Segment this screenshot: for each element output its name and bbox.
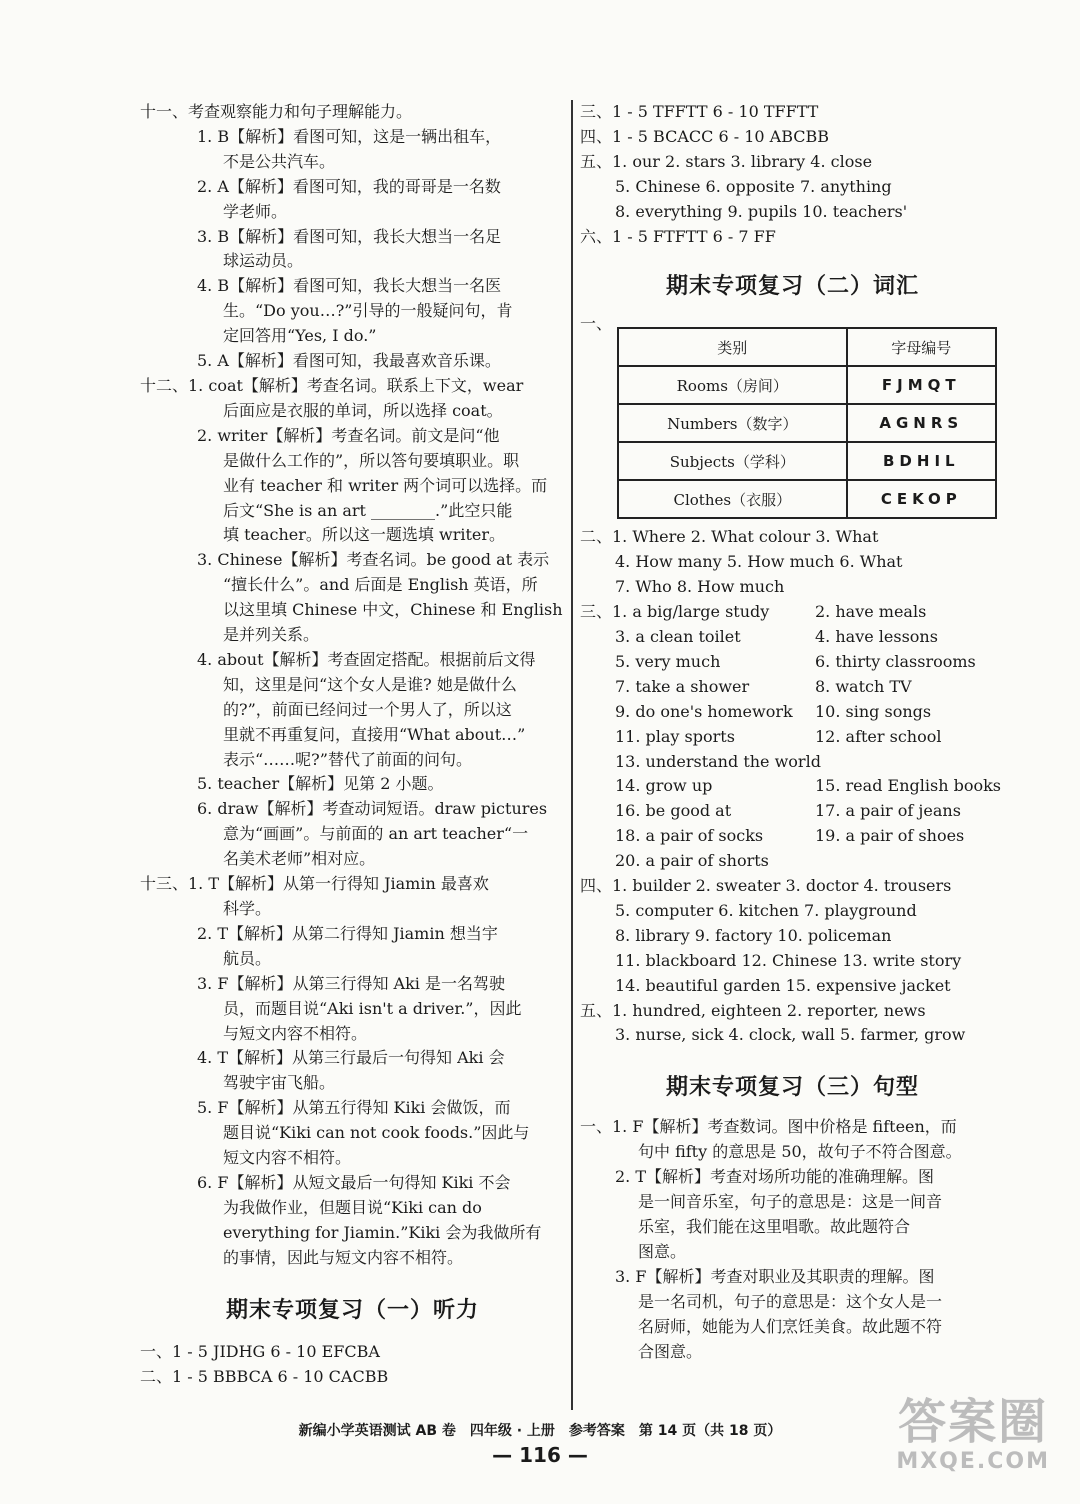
answer-line: everything for Jiamin.”Kiki 会为我做所有 [223, 1222, 542, 1242]
answer-item: 6. thirty classrooms [815, 651, 976, 671]
answer-line: 4. about【解析】考查固定搭配。根据前后文得 [197, 649, 536, 669]
answer-item: 14. grow up [615, 776, 713, 796]
table-cell: Clothes（衣服） [618, 480, 847, 518]
answer-item: 8. watch TV [815, 676, 912, 696]
vocab-section-4 [580, 874, 1005, 999]
answer-item: 5. very much [615, 651, 721, 671]
category-table [617, 327, 997, 519]
page-number: — 116 — [492, 1443, 588, 1467]
answer-item: 9. do one's homework [615, 701, 793, 721]
answer-line: 里就不再重复问，直接用“What about…” [223, 724, 526, 744]
answer-line: 五、1. hundred, eighteen 2. reporter, news [580, 1000, 926, 1020]
answer-line: 图意。 [638, 1241, 687, 1261]
answer-line: 五、1. our 2. stars 3. library 4. close [580, 151, 873, 171]
section-11 [140, 100, 565, 374]
answer-line: 3. nurse, sick 4. clock, wall 5. farmer, grow [615, 1025, 966, 1045]
answer-line: 6. F【解析】从短文最后一句得知 Kiki 不会 [197, 1172, 511, 1192]
answer-line: “擅长什么”。and 后面是 English 英语，所 [223, 575, 538, 595]
answer-line: 合图意。 [638, 1341, 703, 1361]
answer-line: 为我做作业，但题目说“Kiki can do [223, 1197, 482, 1217]
watermark-url: MXQE.COM [896, 1449, 1050, 1474]
answer-line: 3. F【解析】从第三行得知 Aki 是一名驾驶 [197, 973, 505, 993]
answer-line: 以这里填 Chinese 中文，Chinese 和 English [223, 600, 563, 620]
answer-item: 2. have meals [815, 602, 927, 622]
section-heading: 十一、考查观察能力和句子理解能力。 [140, 102, 413, 121]
answer-line: 7. Who 8. How much [615, 577, 785, 597]
answer-item: 4. have lessons [815, 626, 938, 646]
answer-line: 不是公共汽车。 [223, 151, 336, 171]
answer-item: 15. read English books [815, 776, 1001, 796]
answer-line: 后面应是衣服的单词，所以选择 coat。 [223, 400, 503, 420]
answer-line: 3. B【解析】看图可知，我长大想当一名足 [197, 226, 502, 246]
answer-line: 生。“Do you…?”引导的一般疑问句，肯 [223, 301, 513, 321]
answer-item: 20. a pair of shorts [615, 851, 769, 871]
answer-line: 后文“She is an art ________.”此空只能 [223, 500, 513, 520]
answer-line: 题目说“Kiki can not cook foods.”因此与 [223, 1123, 530, 1143]
watermark-logo [896, 1395, 1050, 1474]
section-heading: 十三、1. T【解析】从第一行得知 Jiamin 最喜欢 [140, 874, 489, 894]
answer-line: 是一间音乐室，句子的意思是：这是一间音 [638, 1192, 943, 1212]
answer-line: 与短文内容不相符。 [223, 1023, 368, 1043]
answer-line: 3. Chinese【解析】考查名词。be good at 表示 [197, 550, 550, 570]
answer-item: 7. take a shower [615, 676, 750, 696]
answer-line: 的?”，前面已经问过一个男人了，所以这 [223, 699, 512, 719]
answer-line: 六、1 - 5 FTFTT 6 - 7 FF [580, 226, 776, 246]
answer-line: 句中 fifty 的意思是 50，故句子不符合图意。 [638, 1142, 962, 1162]
answer-item: 18. a pair of socks [615, 826, 764, 846]
table-cell: Numbers（数字） [618, 404, 847, 442]
answer-line: 5. Chinese 6. opposite 7. anything [615, 176, 892, 196]
answer-line: 业有 teacher 和 writer 两个词可以选择。而 [223, 475, 548, 495]
answer-line: 科学。 [223, 899, 272, 918]
answer-item: 10. sing songs [815, 701, 932, 721]
answer-line: 3. F【解析】考查对职业及其职责的理解。图 [615, 1266, 935, 1286]
answer-line: 4. How many 5. How much 6. What [615, 552, 903, 572]
answer-line: 航员。 [223, 948, 272, 968]
answer-item: 3. a clean toilet [615, 626, 741, 646]
answer-line: 5. computer 6. kitchen 7. playground [615, 900, 917, 920]
table-header-row [618, 328, 996, 366]
answer-line: 5. teacher【解析】见第 2 小题。 [197, 774, 444, 794]
answer-line: 乐室，我们能在这里唱歌。故此题符合 [638, 1217, 911, 1236]
answer-line [580, 750, 1005, 775]
answer-line: 是一名司机，句子的意思是：这个女人是一 [638, 1291, 943, 1311]
answer-line: 四、1 - 5 BCACC 6 - 10 ABCBB [580, 126, 830, 146]
answer-line: 2. A【解析】看图可知，我的哥哥是一名数 [197, 176, 501, 196]
answer-line: 是做什么工作的”，所以答句要填职业。职 [223, 450, 520, 470]
section-13 [140, 872, 565, 1271]
answer-line: 4. T【解析】从第三行最后一句得知 Aki 会 [197, 1048, 505, 1068]
answer-line: 的事情，因此与短文内容不相符。 [223, 1247, 464, 1267]
answer-item: 16. be good at [615, 801, 732, 821]
answer-line: 6. draw【解析】考查动词短语。draw pictures [197, 799, 548, 819]
table-row [618, 442, 996, 480]
answer-item: 12. after school [815, 726, 942, 746]
answer-line: 表示“……呢?”替代了前面的问句。 [223, 749, 472, 769]
answer-line [580, 849, 1005, 874]
answer-line: 8. everything 9. pupils 10. teachers' [615, 201, 908, 221]
answer-line: 定回答用“Yes, I do.” [223, 326, 377, 346]
left-column [140, 100, 565, 1389]
answer-line: 1. B【解析】看图可知，这是一辆出租车， [197, 126, 502, 146]
answer-line: 填 teacher。所以这一题选填 writer。 [223, 525, 506, 545]
answer-line: 球运动员。 [223, 251, 304, 271]
section-title-sentences: 期末专项复习（三）句型 [665, 1075, 919, 1101]
answer-item: 11. play sports [615, 726, 735, 746]
listening-continued [580, 100, 1005, 249]
section-title-listening: 期末专项复习（一）听力 [225, 1297, 479, 1323]
answer-line: 名厨师，她能为人们烹饪美食。故此题不符 [638, 1316, 943, 1336]
answer-item: 17. a pair of jeans [815, 801, 961, 821]
table-row [618, 366, 996, 404]
table-cell: Rooms（房间） [618, 366, 847, 404]
section-heading: 十二、1. coat【解析】考查名词。联系上下文，wear [140, 375, 524, 395]
answer-line: 驾驶宇宙飞船。 [223, 1073, 336, 1093]
answer-line [580, 650, 1005, 675]
vocab-section-3 [580, 600, 1005, 874]
answer-line [580, 625, 1005, 650]
answer-line: 一、1 - 5 JIDHG 6 - 10 EFCBA [140, 1341, 380, 1361]
answer-line [580, 725, 1005, 750]
answer-line [580, 600, 1005, 625]
answer-line [580, 774, 1005, 799]
answer-line: 二、1 - 5 BBBCA 6 - 10 CACBB [140, 1366, 389, 1386]
answer-line: 5. F【解析】从第五行得知 Kiki 会做饭，而 [197, 1098, 511, 1118]
table-row [618, 404, 996, 442]
answer-line: 四、1. builder 2. sweater 3. doctor 4. trousers [580, 876, 952, 896]
sentence-section-1 [580, 1115, 1005, 1364]
vocab-section-2 [580, 525, 1005, 600]
answer-line: 二、1. Where 2. What colour 3. What [580, 527, 879, 547]
answer-line: 一、1. F【解析】考查数词。图中价格是 fifteen，而 [580, 1117, 957, 1137]
answer-line: 知，这里是问“这个女人是谁? 她是做什么 [223, 674, 517, 694]
section-title-vocabulary: 期末专项复习（二）词汇 [665, 274, 919, 300]
vocab-section-5 [580, 999, 1005, 1049]
table-cell: BDHIL [847, 442, 996, 480]
section-12 [140, 374, 565, 872]
answer-line: 5. A【解析】看图可知，我最喜欢音乐课。 [197, 351, 501, 371]
answer-line: 8. library 9. factory 10. policeman [615, 925, 892, 945]
table-header: 类别 [618, 328, 847, 366]
answer-line: 2. T【解析】考查对场所功能的准确理解。图 [615, 1167, 935, 1187]
table-cell: CEKOP [847, 480, 996, 518]
table-row [618, 480, 996, 518]
answer-line: 名美术老师”相对应。 [223, 849, 376, 869]
answer-line: 14. beautiful garden 15. expensive jacket [615, 975, 951, 995]
table-cell: Subjects（学科） [618, 442, 847, 480]
right-column [580, 100, 1005, 1364]
answer-line: 一、 [580, 314, 613, 334]
answer-line: 短文内容不相符。 [223, 1148, 352, 1168]
answer-line [580, 824, 1005, 849]
answer-line: 意为“画画”。与前面的 an art teacher“一 [223, 824, 529, 844]
answer-line: 三、1 - 5 TFFTT 6 - 10 TFFTT [580, 102, 819, 121]
answer-line: 4. B【解析】看图可知，我长大想当一名医 [197, 276, 502, 296]
column-divider [571, 100, 573, 1410]
answer-line: 学老师。 [223, 201, 288, 221]
answer-line [580, 799, 1005, 824]
watermark-text: 答案圈 [898, 1394, 1049, 1450]
answer-item: 三、1. a big/large study [580, 602, 770, 622]
answer-line [580, 675, 1005, 700]
answer-line: 是并列关系。 [223, 625, 320, 645]
answer-line: 2. writer【解析】考查名词。前文是问“他 [197, 425, 500, 445]
page-footer: 新编小学英语测试 AB 卷 四年级 · 上册 参考答案 第 14 页（共 18 页） [298, 1423, 782, 1439]
table-cell: FJMQT [847, 366, 996, 404]
table-cell: AGNRS [847, 404, 996, 442]
answer-line: 11. blackboard 12. Chinese 13. write story [615, 950, 962, 970]
answer-item: 13. understand the world [615, 751, 821, 771]
table-header: 字母编号 [847, 328, 996, 366]
answer-line: 2. T【解析】从第二行得知 Jiamin 想当宇 [197, 923, 498, 943]
answer-line: 员，而题目说“Aki isn't a driver.”，因此 [223, 998, 522, 1018]
answer-item: 19. a pair of shoes [815, 826, 965, 846]
answer-line [580, 700, 1005, 725]
